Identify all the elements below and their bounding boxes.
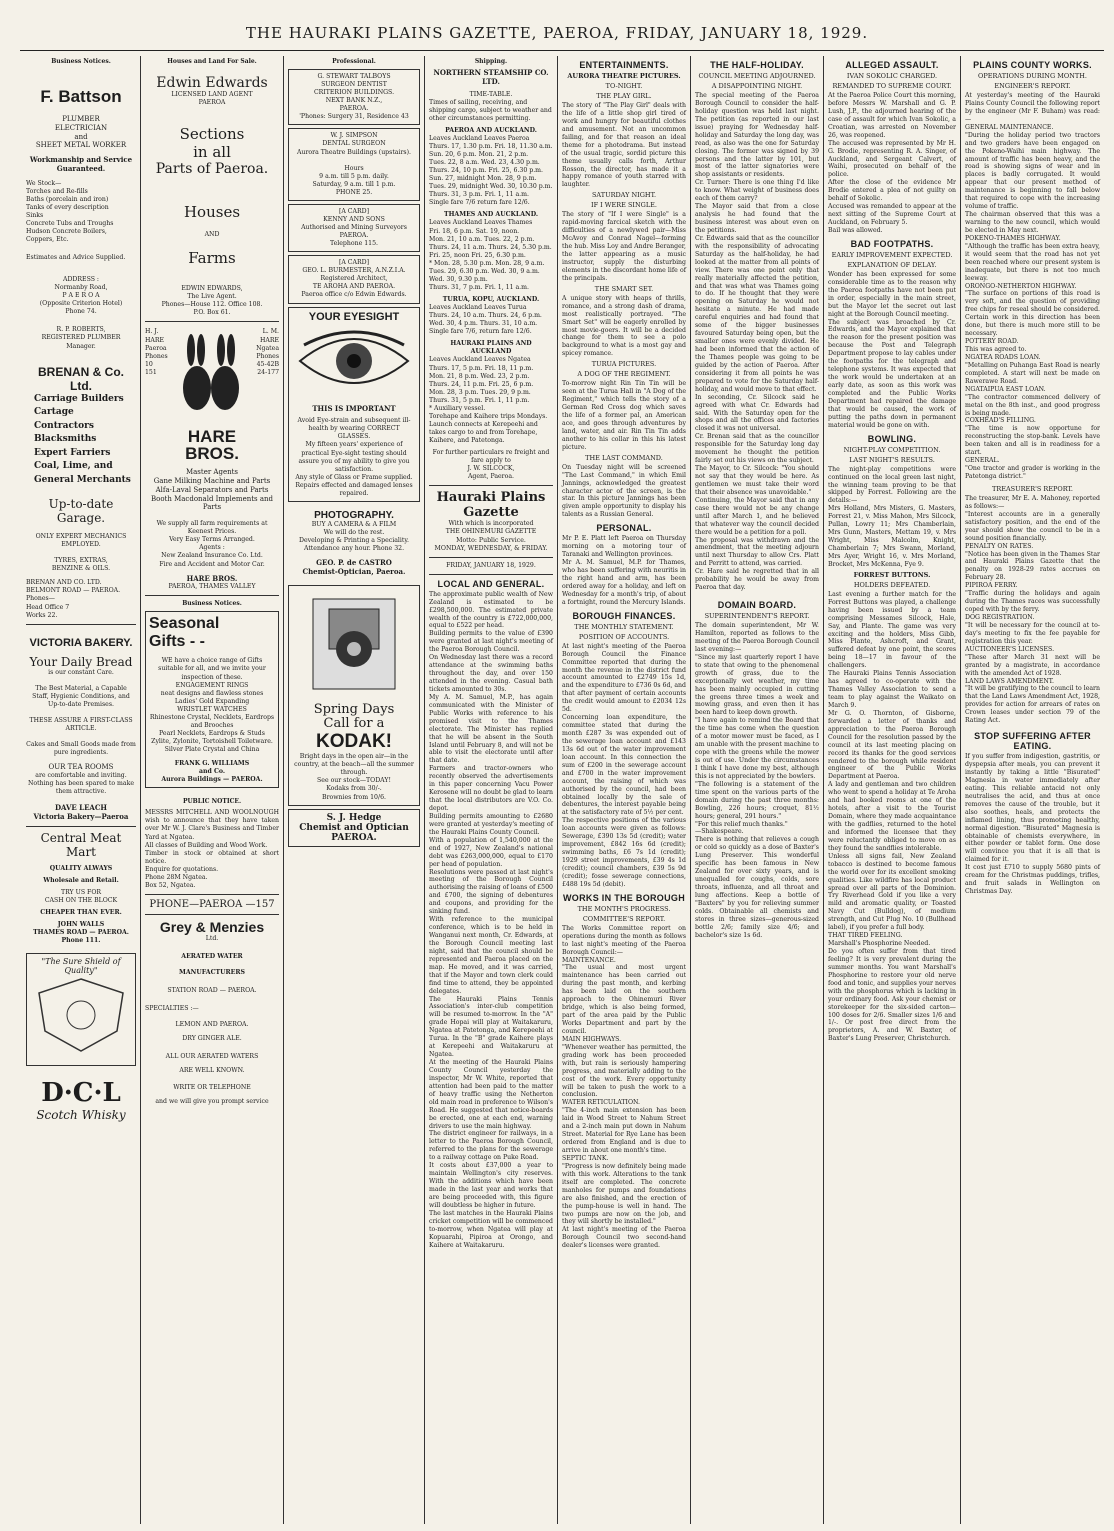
last-command-body: On Tuesday night will be screened "The Last Command," in which Emil Jannings, acknowledged the greatest character actor of the screen, is the star. In this picture Jannings has been given ample opportunity to display his talents as a Russian General. <box>562 463 686 519</box>
talboys-card: G. STEWART TALBOYS SURGEON DENTIST CRITERION BUILDINGS. NEXT BANK N.Z., PAEROA. 'Phones: Surgery 31, Residence 43 <box>288 69 420 125</box>
kodak-body: Bright days in the open air—in the country, at the beach—all the summer through. See our stock—TODAY! Kodaks from 30/-. Brownies from 10/6. <box>294 753 414 801</box>
half-holiday-body: The special meeting of the Paeroa Borough Council to consider the half-holiday question was held last night. The petition (as reported in our last issue) praying for Wednesday half-holiday and Saturday the long day, was read, as also was the one for Saturday closing. The former was signed by 39 persons and the latter by 101, but most of the latter signatories were shop assistants or residents. Cr. Turner: There is one thing I'd like to know. What weight of business does each of them carry? The Mayor said that from a close analysis he had found that the business interest was about even on the petitions. Cr. Edwards said that as the councillor with the responsibility of advocating Saturday as the half-holiday, he had looked at the matter from all points of view. There was one point only that really materially affected the petition, and that was what was Thames going to do. If he thought that they were opening on Saturday he would not hesitate a minute. He had made careful enquiries and had found that some of the bigger businesses favoured Saturday being open, but the smaller ones were evenly divided. He had been informed that the action of the Thames people was going to be guided by the action of Paeroa. After considering it from all points he was prepared to vote for the Saturday half-holiday, and would move to that effect. In seconding, Cr. Silcock said he agreed with what Cr. Edwards had said. With the Saturday open for the shops and all the offices and factories closed it was not universal. Cr. Brenan said that as the councillor responsible for the Saturday long day movement he thought the petition fairly set out his views on the subject. The Mayor, to Cr. Silcock: "You should not say that they would be here. As gentlemen we must take their word that their absence was unavoidable." Continuing, the Mayor said that in any case there would not be any change until after March 1, and he believed that whatever way the council decided there would be a petition for a poll. The proposal was withdrawn and the amendment, that the meeting adjourn until next Thursday to allow Crs. Platt and Perritt to attend, was carried. Cr. Hare said he regretted that in all probability he would be away from Paeroa that day. <box>695 92 819 592</box>
kodak-name: KODAK! <box>316 731 392 753</box>
smart-set-heading: THE SMART SET. <box>594 284 654 293</box>
dcl-whisky: Scotch Whisky <box>36 1108 126 1123</box>
half-holiday-sub: COUNCIL MEETING ADJOURNED. <box>698 72 816 80</box>
bowling-body: The night-play competitions were continued on the local green last night, the winning team proving to be that skipped by Forrest. Following are the details:— Mrs Holland, Mrs Misters, G. Masters, Forrest 21, v. Miss Mahon, Mrs Silcock, Pullan, Lowry 11; Mrs Chamberlain, Mrs Gunn, Masters, Mettam 19, v. Mrs Wright, Miss Malcolm, Knight, Chamberlain 7; Mrs Swann, Morland, Mrs Ayer, Wright 16, v. Mrs Morland, Brocket, Mrs McKenna, Fye 9. <box>828 465 956 568</box>
eyesight-important: THIS IS IMPORTANT <box>312 403 396 413</box>
section-heading: Houses and Land For Sale. <box>167 58 257 65</box>
grey-all: ALL OUR AERATED WATERS <box>165 1053 259 1061</box>
turua-pictures-heading: TURUA PICTURES. <box>591 360 657 369</box>
divider <box>145 894 279 895</box>
dcl-shield-ad <box>26 953 136 1066</box>
kodak-ad <box>288 585 420 806</box>
thames-auckland-heading: THAMES AND AUCKLAND. <box>443 211 539 219</box>
gazette-date: FRIDAY, JANUARY 18, 1929. <box>446 561 536 569</box>
camera-icon <box>299 589 409 699</box>
stop-suffering-body: If you suffer from indigestion, gastritis, or dyspepsia after meals, you can prevent it instantly by taking a little "Bisurated" Magnesia in water immediately after eating. This reliable antacid not only neutralises the acid, and thus at once removes the cause of the trouble, but it also soothes, heals, and protects the inflamed lining, thus promoting healthy, normal digestion. "Bisurated" Magnesia is obtainable of chemists everywhere, in either powder or tablet form. One dose will convince you that it is all that is claimed for it. It cost just £710 to supply 5680 pints of cream for the Christmas puddings, trifles, and fruit salads in Wellington on Christmas Day. <box>965 753 1100 896</box>
paeroa-auckland-heading: PAEROA AND AUCKLAND. <box>445 126 537 134</box>
edwards-farms: Farms <box>188 249 236 268</box>
bowling-sub: NIGHT-PLAY COMPETITION. <box>843 445 941 454</box>
grey-give: and we will give you prompt service <box>155 1097 269 1105</box>
personal-heading: PERSONAL. <box>596 523 652 534</box>
hare-footer: HARE BROS. <box>186 573 238 583</box>
bakery-slogan: Your Daily Bread <box>29 654 133 669</box>
section-heading: Business Notices. <box>51 58 111 65</box>
footpaths-body: Wonder has been expressed for some considerable time as to the reason why the Paeroa footpaths have not been put in order, especially in the main street, but the Mayor let the secret out last night at the Borough Council meeting. The subject was broached by Cr. Edwards, and the Mayor explained that the reason for the present position was because the Post and Telegraph Department propose to lay cables under the footpaths for the telegraph and telephone systems. It was expected that the work would be undertaken at an early date, as soon as this work was completed and the Public Works Department had repaired the damage that would be caused, the work of putting the paths down in permanent material would be gone on with. <box>828 270 956 429</box>
timetable-heading: TIME-TABLE. <box>469 90 513 98</box>
thames-auckland-times: Leaves Auckland Leaves Thames Fri. 18, 6 p.m. Sat. 19, noon. Mon. 21, 10 a.m. Tues. 22, 2 p.m. Thurs. 24, 11 a.m. Thurs. 24, 5.30 p.m. Fri. 25, noon Fri. 25, 6.30 p.m. * Mon. 28, 5.30 p.m. Mon. 28, 9 a.m. Tues. 29, 6.30 p.m. Wed. 30, 9 a.m. Wed. 30, 9.30 p.m. Thurs. 31, 7 p.m. Fri. 1, 11 a.m. <box>429 219 552 291</box>
battson-stock: We Stock— Torches and Re-fills Baths (porcelain and iron) Tanks of every description Sinks Concrete Tubs and Troughs Hudson Concrete Boilers, Coppers, Etc. <box>26 179 114 243</box>
grey-specialties: SPECIALTIES :— <box>145 1005 199 1013</box>
assault-sub: IVAN SOKOLIC CHARGED. <box>846 72 938 80</box>
finances-heading: BOROUGH FINANCES. <box>572 610 676 621</box>
hare-right: L. M. HARE Ngatea Phones 45-42B 24-177 <box>256 328 280 376</box>
dog-heading: A DOG OF THE REGIMENT. <box>577 370 671 379</box>
hare-logo-text: HARE BROS. <box>185 427 239 464</box>
photo-title: PHOTOGRAPHY. <box>314 509 394 521</box>
bakery-tearooms-body: are comfortable and inviting. Nothing has been spared to make them attractive. <box>27 771 135 795</box>
shipping-agent: For further particulars re freight and fare apply to J. W. SILCOCK, Agent, Paeroa. <box>432 449 550 481</box>
column-entertainments <box>558 56 690 1524</box>
dog-body: To-morrow night Rin Tin Tin will be seen at the Turua Hall in "A Dog of the Regiment," which tells the story of a German Red Cross dog which saves the life of a former pal, an American ace, and goes through adventures by land, water, and air. Rin Tin Tin adds another to his collar in this his latest picture. <box>562 380 686 451</box>
forrest-buttons-heading: FORREST BUTTONS. <box>853 570 931 579</box>
hare-header <box>145 328 279 428</box>
battson-address: ADDRESS : Normanby Road, P A E R O A (Opposite Criterion Hotel) Phone 74. <box>39 276 123 316</box>
turua-heading: TURUA, KOPU, AUCKLAND. <box>442 296 540 303</box>
kodak-spring: Spring Days Call for a <box>313 701 395 731</box>
column-county-works <box>961 56 1104 1524</box>
brenan-mechanics: ONLY EXPERT MECHANICS EMPLOYED. <box>35 533 127 549</box>
grey-aerated: AERATED WATER <box>181 953 243 960</box>
local-general-heading: LOCAL AND GENERAL. <box>437 578 545 589</box>
footpaths-heading: BAD FOOTPATHS. <box>850 238 934 249</box>
hare-body: Master Agents Gane Milking Machine and Parts Alfa-Laval Separators and Parts Booth Macdonald Implements and Parts <box>150 468 274 512</box>
hauraki-auckland-times: Leaves Auckland Leaves Ngatea Thurs. 17, 5 p.m. Fri. 18, 11 p.m. Mon. 21, 8 p.m. Wed. 23, 2 p.m. Thurs. 24, 11 p.m. Fri. 25, 6 p.m. Mon. 28, 3 p.m. Tues. 29, 9 p.m. Thurs. 31, 5 p.m. Fri. 1, 11 p.m. * Auxiliary vessel. Torehape and Kaihere trips Mondays. Launch connects at Kerepeehi and takes cargo to and from Torehape, Kaihere, and Patetonga. <box>429 356 548 445</box>
brenan-name: BRENAN & Co. Ltd. <box>38 364 124 393</box>
eyesight-ad <box>288 307 420 502</box>
works-sub: THE MONTH'S PROGRESS. <box>577 904 671 913</box>
turua-times: Leaves Auckland Leaves Turua Thurs. 24, 10 a.m. Thurs. 24, 6 p.m. Wed. 30, 4 p.m. Thurs. 31, 10 a.m. Single fare 7/6, return fare 12/6. <box>429 304 542 336</box>
photo-name: GEO. P. de CASTRO <box>316 558 392 568</box>
grey-station: STATION ROAD — PAEROA. <box>167 987 257 995</box>
column-professional <box>284 56 424 1524</box>
simpson-card: W. J. SIMPSON DENTAL SURGEON Aurora Theatre Buildings (upstairs). Hours 9 a.m. till 5 p.m. daily. Saturday, 9 a.m. till 1 p.m. PHONE 25. <box>288 128 420 201</box>
kenny-card: [A CARD] KENNY AND SONS Authorised and Mining Surveyors PAEROA. Telephone 115. <box>288 204 420 252</box>
bakery-assure: THESE ASSURE A FIRST-CLASS ARTICLE. <box>29 716 133 732</box>
grey-write: WRITE OR TELEPHONE <box>173 1083 251 1091</box>
meat-quality: QUALITY ALWAYS <box>49 864 113 872</box>
photo-role: Chemist-Optician, Paeroa. <box>302 566 406 576</box>
battson-tagline: Workmanship and Service Guaranteed. <box>29 155 133 173</box>
eyesight-title: YOUR EYESIGHT <box>308 310 400 323</box>
works-body: The Works Committee report on operations during the month as follows to last night's meeting of the Paeroa Borough Council:— MAINTENANCE. "The usual and most urgent maintenance has been carried out during the past month, and kerbing has been laid on the southern approach to the Ohinemuri River bridge, which is also being formed, part of the area paid by the Public Works Department and part by the council. MAIN HIGHWAYS. "Whenever weather has permitted, the grading work has been proceeded with, but rain is seriously hampering progress, and materially adding to the cost of the work. Every opportunity will be taken to push the work to a conclusion. WATER RETICULATION. "The 4-inch main extension has been laid in Wood Street to Nahum Street and a 2-inch main put down in Nahum Street. Material for Rye Lane has been ordered from England and is due to arrive in about one month's time. SEPTIC TANK. "Progress is now definitely being made with this work. Alterations to the tank itself are completed. The concrete manholes for pumps and foundations are also finished, and the erection of the pump-house is well in hand. The two pumps are now on the job, and they will shortly be installed." At last night's meeting of the Paeroa Borough Council two second-hand dealer's licenses were granted. <box>562 924 686 1250</box>
meat-phone: Phone 111. <box>61 937 101 944</box>
bowling-heading: BOWLING. <box>867 433 917 444</box>
meat-try: TRY US FOR CASH ON THE BLOCK <box>44 888 118 904</box>
bakery-slogan-2: is our constant Care. <box>48 668 114 676</box>
bowling-sub-2: LAST NIGHT'S RESULTS. <box>849 455 935 464</box>
footpaths-sub-2: EXPLANATION OF DELAY. <box>847 260 937 269</box>
edwards-and: AND <box>204 231 220 239</box>
bakery-cakes: Cakes and Small Goods made from pure ingredients. <box>26 741 136 757</box>
column-half-holiday <box>691 56 823 1524</box>
single-heading: IF I WERE SINGLE. <box>591 201 657 210</box>
divider <box>145 914 279 915</box>
section-heading: Professional. <box>332 58 376 65</box>
meat-cheaper: CHEAPER THAN EVER. <box>40 908 122 916</box>
column-assault <box>824 56 960 1524</box>
personal-body: Mr P. E. Platt left Paeroa on Thursday morning on a motoring tour of Taranaki and Wellington provinces. Mr A. M. Samuel, M.P. for Thames, who has been suffering with neuritis in the right hand and arm, has been ordered away for a holiday, and left on Wednesday for a month's trip, of about a fortnight, round the Mercury Islands. <box>562 535 686 606</box>
eyesight-body: Avoid Eye-strain and subsequent ill-health by wearing CORRECT GLASSES. My fifteen years' experience of practical Eye-sight testing should assure you of my ability to give you satisfaction. Any style of Glass or Frame supplied. Repairs effected and damaged lenses repaired. <box>295 417 413 497</box>
treasurer-heading: TREASURER'S REPORT. <box>991 484 1073 493</box>
forrest-buttons-sub: HOLDERS DEFEATED. <box>853 580 931 589</box>
bakery-owner-address: Victoria Bakery—Paeroa <box>33 811 129 821</box>
column-shipping <box>425 56 557 1524</box>
domain-board-body: The domain superintendent, Mr W. Hamilton, reported as follows to the meeting of the Paeroa Borough Council last evening:— "Since my last quarterly report I have to state that owing to the phenomenal growth of grass, due to the exceptionally wet weather, my time has been mainly occupied in cutting the greens three times a week and mowing grass, and even then it has been hard to keep down growth. "I have again to remind the Board that the time has come when the question of a motor mower must be faced, as I am unable with the present machine to cope with the greens while the mower is out of use. Under the circumstances I think I have done my best, although this is not appreciated by the bowlers. "The following is a statement of the time spent on the various parts of the domain during the past three months: Bowling, 226 hours; croquet, 81½ hours; general, 291 hours." "For this relief much thanks." —Shakespeare. There is nothing that relieves a cough or cold so quickly as a dose of Baxter's Lung Preserver. This wonderful specific has been famous in New Zealand for over sixty years, and is unequalled for coughs, colds, sore throats, influenza, and all throat and lung affections. Keep a bottle of "Baxters" by you for relieving summer colds. Obtainable all chemists and stores in three sizes—generous-sized bottle 2/6; family size 4/6; and bachelor's size 1s 6d. <box>695 622 819 939</box>
edwards-houses: Houses <box>183 203 241 222</box>
saturday-heading: SATURDAY NIGHT. <box>591 191 657 200</box>
hare-footer-2: PAEROA, THAMES VALLEY <box>168 583 256 591</box>
edwards-footer: EDWIN EDWARDS, The Live Agent. Phones—House 112. Office 108. P.O. Box 61. <box>161 285 263 317</box>
grey-well: ARE WELL KNOWN. <box>179 1067 245 1075</box>
battson-name: F. Battson <box>40 87 122 106</box>
brenan-services: Carriage Builders Cartage Contractors Blacksmiths Expert Farriers Coal, Lime, and General Merchants <box>34 393 131 485</box>
section-heading: Business Notices. <box>182 600 242 608</box>
hare-rabbits-logo-icon <box>171 328 250 428</box>
bakery-body: The Best Material, a Capable Staff, Hygienic Conditions, and Up-to-date Premises. <box>32 684 130 708</box>
bakery-name: VICTORIA BAKERY. <box>29 636 133 649</box>
aurora-heading: AURORA THEATRE PICTURES. <box>567 72 681 80</box>
play-girl-body: The story of "The Play Girl" deals with the life of a little shop girl tired of work and hungry for beautiful clothes and amusement. Not an uncommon failing, and for that reason an ideal theme for a photodrama. But instead of the usual tragic, sordid picture this theme usually calls forth, Arthur Rosson, the director, has made it a happy romance of youth starred with laughter. <box>562 102 686 189</box>
column-business-notices <box>22 56 140 1524</box>
divider <box>145 321 279 322</box>
meat-name: Central Meat Mart <box>40 830 122 859</box>
burmester-card: [A CARD] GEO. L. BURMESTER, A.N.Z.I.A. Registered Architect, TE AROHA AND PAEROA. Paeroa office c/o Edwin Edwards. <box>288 255 420 303</box>
edwards-role: LICENSED LAND AGENT PAEROA <box>171 91 253 107</box>
county-works-body: At yesterday's meeting of the Hauraki Plains County Council the following report by the engineer (Mr F. Buham) was read:— GENERAL MAINTENANCE. "During the holiday period two tractors and two graders have been engaged on the Pokeno-Waihi main highway. The amount of traffic has been heavy, and the road is showing signs of wear and in places is badly corrugated. It would appear that our present method of maintenance is beginning to fall below that required to cope with the increasing volume of traffic. The chairman observed that this was a warning to the new council, which would be elected in May next. POKENO-THAMES HIGHWAY. "Although the traffic has been extra heavy, it would seem that the road has not yet been reached where our present system is inadequate, but there is not too much leeway. ORONGO-NETHERTON HIGHWAY. "The surface on portions of this road is very soft, and the question of providing free chips for reseal should be considered. Certain work in this direction has been done, but there is much more still to be necessary. POTTERY ROAD. This was agreed to. NGATEA ROADS LOAN. "Metalling on Puhanga East Road is nearly completed. A start will next be made on Rawerawe Road. NGATAIPUA EAST LOAN. "The contractor commenced delivery of metal on the 8th inst., and good progress is being made. COXHEAD'S FILLING. "The time is now opportune for reconstructing the stop-bank. Levels have been taken and all is in readiness for a start. GENERAL. "One tractor and grader is working in the Patetonga district." <box>965 92 1100 480</box>
seasonal-gifts-ad <box>145 611 279 788</box>
shield-emblem-icon <box>31 975 131 1055</box>
gazette-subhead: With which is incorporated THE OHINEMURI GAZETTE Motto: Public Service. MONDAY, WEDNESDAY, & FRIDAY. <box>434 520 548 552</box>
masthead: THE HAURAKI PLAINS GAZETTE, PAEROA, FRIDAY, JANUARY 18, 1929. <box>245 24 869 42</box>
forrest-buttons-body: Last evening a further match for the Forrest Buttons was played, a challenge having been issued by a team comprising Messames Silcock, Hale, Say, and Plante. The game was very exciting and the holders, Miss Gibb, Miss Plante, Ashcroft, and Grant, suffered defeat by one point, the scores being 18—17 in favour of the challengers. The Hauraki Plains Tennis Association has agreed to co-operate with the Thames Valley Association to send a team to play against the Waikato on March 9. Mr G. O. Thornton, of Gisborne, forwarded a letter of thanks and appreciation to the Paeroa Borough Council for the resolution passed by the council at its last meeting placing on record its thanks for the good services rendered to the borough while resident engineer of the Public Works Department at Paeroa. A lady and gentleman and two children who went to spend a holiday at Te Aroha and had booked rooms at one of the hotels, after a visit to the Tourist Domain, where they made acquaintance with the gadflies, returned to the hotel and informed the licensee that they were reluctantly obliged to move on as they found the sandflies intolerable. Unless all signs fail, New Zealand tobacco is destined to become famous the world over for its excellent smoking qualities. Like wildfire has local product spread over all parts of the Dominion. Try Riverhead Gold if you like a very mild and aromatic quality, or Toasted Navy Cut (Bulldog), of medium strength, and Cut Plug No. 10 (Bullhead label), if you prefer a full body. THAT TIRED FEELING. Marshall's Phosphorine Needed. Do you often suffer from that tired feeling? It is very prevalent during the summer months. You want Marshall's Phosphorine to restore your old nerve food and tonic, and supplies your nerves with the phosphorus which is lacking in your ordinary food. Ask your chemist or storekeeper for the six-sided carton—100 doses for 2/6. Smaller sizes 1/6 and 1/-. Or post free direct from the proprietors, A. and W. Baxter, of Baxter's Lung Preserver, Christchurch. <box>828 590 956 1043</box>
works-heading: WORKS IN THE BOROUGH <box>563 892 685 903</box>
seasonal-body: WE have a choice range of Gifts suitable for all, and we invite your inspection of these. ENGAGEMENT RINGS neat designs and flawless stones Ladies' Gold Expanding WRISTLET WATCHES Rhinestone Crystal, Necklets, Eardrops and Brooches Pearl Necklets, Eardrops & Studs Zylite, Zylonite, Tortoishell Toiletware. Silver Plate Crystal and China <box>149 657 275 754</box>
brenan-tyres: TYRES, EXTRAS, BENZINE & OILS. <box>51 557 111 573</box>
section-heading: Shipping. <box>474 58 508 65</box>
hedge-ad: S. J. Hedge Chemist and Optician PAEROA. <box>288 809 420 847</box>
assault-heading: ALLEGED ASSAULT. <box>845 60 939 70</box>
edwards-in-all: in all <box>193 143 231 162</box>
stop-suffering-heading: STOP SUFFERING AFTER EATING. <box>974 731 1091 752</box>
grey-name: Grey & Menzies <box>159 918 265 935</box>
seasonal-title: Seasonal Gifts - - <box>149 615 220 651</box>
domain-board-sub: SUPERINTENDENT'S REPORT. <box>704 612 810 621</box>
hare-left: H. J. HARE Paeroa Phones 10 151 <box>145 328 168 376</box>
half-holiday-heading: THE HALF-HOLIDAY. <box>710 60 804 70</box>
mitchell-notice: MESSRS MITCHELL AND WOOLNOUGH wish to announce that they have taken over Mr W. J. Clare's Business and Timber Yard at Ngatea. All classes of Building and Wood Work. Timber in stock or obtained at short notice. Enquire for quotations. Phone 28M Ngatea. Box 52, Ngatea. <box>145 809 279 889</box>
finances-body: At last night's meeting of the Paeroa Borough Council the Finance Committee reported that during the month the revenue in the district fund account amounted to £2749 15s 1d, and the expenditure to £736 0s 6d, and that after payment of certain accounts the credit would amount to £2034 12s 5d. Concerning loan expenditure, the committee stated that during the month £287 3s was expended out of the sewerage loan account and £143 13s 6d out of the water improvement loan account. In this connection the sum of £200 in the sewerage account and £700 in the water improvement account, the raising of which was authorised by the council, had been obtained locally by the sale of debentures, the interest payable being at the satisfactory rate of 5½ per cent. The respective positions of the various loan accounts were given as follows: Sewerage, £390 13s 5d (credit); water improvement, £842 16s 6d (credit); swimming baths, £6 7s 1d (credit); 1929 street improvements, £39 4s 1d (credit); council chambers, £39 5s 9d (credit); fosse sewerage connections, £488 19s 5d (debit). <box>562 642 686 888</box>
divider <box>429 574 553 575</box>
domain-board-heading: DOMAIN BOARD. <box>717 600 797 611</box>
entertainments-heading: ENTERTAINMENTS. <box>579 60 669 70</box>
grey-ginger: DRY GINGER ALE. <box>182 1035 242 1043</box>
tonight-heading: TO-NIGHT. <box>605 82 643 90</box>
meat-wholesale: Wholesale and Retail. <box>43 876 119 884</box>
divider <box>26 826 136 827</box>
masthead-rule <box>20 50 1104 51</box>
brenan-garage: Up-to-date Garage. <box>48 497 114 526</box>
battson-trade: PLUMBER ELECTRICIAN and SHEET METAL WORKER <box>35 115 127 150</box>
meat-address: THAMES ROAD — PAEROA. <box>33 928 129 936</box>
county-works-sub-2: ENGINEER'S REPORT. <box>994 82 1071 90</box>
assault-sub-2: REMANDED TO SUPREME COURT. <box>832 82 952 90</box>
edwards-name: Edwin Edwards <box>156 75 268 91</box>
dcl-logo: D·C·L <box>41 1078 121 1109</box>
public-notice-heading: PUBLIC NOTICE. <box>182 798 242 806</box>
county-works-sub: OPERATIONS DURING MONTH. <box>978 72 1087 80</box>
divider <box>429 557 553 558</box>
bakery-tearooms: OUR TEA ROOMS <box>48 763 114 772</box>
finances-position: POSITION OF ACCOUNTS. <box>578 632 670 641</box>
brenan-footer: BRENAN AND CO. LTD. BELMONT ROAD — PAEROA. Phones— Head Office 7 Works 22. <box>26 579 121 619</box>
seasonal-footer: FRANK G. WILLIAMS and Co. Aurora Buildings — PAEROA. <box>161 760 263 784</box>
divider <box>145 595 279 596</box>
footpaths-sub: EARLY IMPROVEMENT EXPECTED. <box>831 250 953 259</box>
hare-stock: We supply all farm requirements at Keenest Prices. Very Easy Terms Arranged. Agents : New Zealand Insurance Co. Ltd. Fire and Accident and Motor Car. <box>156 520 268 568</box>
battson-estimates: Estimates and Advice Supplied. <box>26 254 126 261</box>
photo-body: BUY A CAMERA & A FILM We will do the rest. Developing & Printing a Speciality. Attendance any hour. Phone 32. <box>298 520 409 553</box>
meat-owner: JOHN WALLS <box>57 920 105 928</box>
half-holiday-sub-2: A DISAPPOINTING NIGHT. <box>711 82 803 90</box>
hauraki-auckland-heading: HAURAKI PLAINS AND AUCKLAND <box>450 340 532 356</box>
divider <box>429 485 553 486</box>
assault-body: At the Paeroa Police Court this morning, before Messrs W. Marshall and G. P. Lush, J.P., the adjourned hearing of the case of assault for which Ivan Sokolic, a Croatian, was arrested on November 26, was reopened. The accused was represented by Mr H. G. Brodie, representing R. A. Singer, of Auckland, and Sergeant Calvert, of Waihi, prosecuted on behalf of the police. After the close of the evidence Mr Brodie entered a plea of not guilty on behalf of Sokolic. Accused was remanded to appear at the next sitting of the Supreme Court at Auckland, on February 5. Bail was allowed. <box>828 92 956 234</box>
eye-icon <box>294 323 414 397</box>
edwards-parts: Parts of Paeroa. <box>155 161 269 178</box>
smart-set-body: A unique story with heaps of thrills, romance, and a strong dash of drama, most realistically portrayed. "The Smart Set" will be eagerly enrolled by most movie-goers. It will be a decided change for them to see a polo background to what is a most gay and spicey romance. <box>562 294 686 358</box>
battson-manager: R. P. ROBERTS, REGISTERED PLUMBER Manager. <box>41 326 121 350</box>
gazette-nameplate: Hauraki Plains Gazette <box>436 490 546 521</box>
play-girl-heading: THE PLAY GIRL. <box>596 92 652 100</box>
paeroa-auckland-times: Leaves Auckland Leaves Paeroa Thurs. 17, 1.30 p.m. Fri. 18, 11.30 a.m. Sun. 20, 6 p.m. Mon. 21, 2 p.m. Tues. 22, 8 a.m. Wed. 23, 4.30 p.m. Thurs. 24, 10 p.m. Fri. 25, 6.30 p.m. Sun. 27, midnight Mon. 28, 9 p.m. Tues. 29, midnight Wed. 30, 10.30 p.m. Thurs. 31, 3 p.m. Fri. 1, 11 a.m. Single fare 7/6 return fare 12/6. <box>429 134 553 207</box>
divider <box>26 624 136 625</box>
grey-ltd: Ltd. <box>205 934 219 942</box>
single-body: The story of "If I were Single" is a rapid-moving farcical sketch with the difficulties of a newlywed pair—Miss McAvoy and Conrad Nagel—forming the hub. Miss Loy and Andre Beranger, the latter appearing as a music instructor, supply the disturbing elements in the discordant home life of the principals. <box>562 211 686 282</box>
steamship-name: NORTHERN STEAMSHIP CO. LTD. <box>433 68 549 86</box>
grey-manufacturers: MANUFACTURERS <box>179 969 245 977</box>
treasurer-body: The treasurer, Mr E. A. Mahoney, reported as follows:— "Interest accounts are in a generally satisfactory position, and the end of the year should show the council to be in a sound position financially. PENALTY ON RATES. "Notice has been given in the Thames Star and Hauraki Plains Gazette that the penalty on 1928-29 rates accrues on February 28. PIPIROA FERRY. "Traffic during the holidays and again during the Thames races was successfully coped with by the ferry. DOG REGISTRATION. "It will be necessary for the council at to-day's meeting to fix the fee payable for registration this year. AUCTIONEER'S LICENSES. "These after March 31 next will be granted by a magistrate, in accordance with the amended Act of 1928. LAND LAWS AMENDMENT. "It will be gratifying to the council to learn that the Land Laws Amendment Act, 1928, provides for action for arrears of rates on Crown leases under section 79 of the Rating Act. <box>965 494 1100 725</box>
bakery-owner: DAVE LEACH <box>54 803 108 813</box>
column-houses-land <box>141 56 283 1524</box>
shield-slogan: "The Sure Shield of Quality" <box>41 957 121 976</box>
works-committee: COMMITTEE'S REPORT. <box>582 914 666 923</box>
local-general-body: The approximate public wealth of New Zealand is estimated to be £298,500,000. The estimated private wealth of the country is £722,000,000, equal to £522 per head. Building permits to the value of £390 were granted at last night's meeting of the Paeroa Borough Council. On Wednesday last there was a record attendance at the swimming baths throughout the day, and over 150 attended in the evening. Casual bath tickets amounted to 30s. My A. M. Samuel, M.P., has again communicated with the Minister of Public Works with reference to his promised visit to the Thames electorate. The Minister has replied that he will be absent in the South Island until February 8, and will not be able to visit the electorate until after that date. Farmers and tractor-owners who recently observed the advertisements in this paper concerning Vacu Power Kerosene will no doubt be glad to learn that the local distributors are V.O. Co. depot. Building permits amounting to £2680 were granted at yesterday's meeting of the Hauraki Plains County Council. With a population of 1,540,000 at the end of 1927, New Zealand's national debt was £263,000,000, equal to £170 per head of population. Resolutions were passed at last night's meeting of the Borough Council authorising the raising of loans of £500 and £700, the signing of debentures and coupons, and providing for the sinking fund. With reference to the municipal conference, which is to be held in Wanganui next month, Cr. Edwards, at the Borough Council meeting last night, said that the council should be represented and Paeroa placed on the map. He moved, and it was carried, that if the Mayor and town clerk could find time to attend, they be appointed delegates. The Hauraki Plains Tennis Association's inter-club competition will be resumed to-morrow. In the "A" grade Hopai will play at Waitakaruru, Ngatea at Patetonga, and Kerepeehi at Turua. In the "B" grade Kaihere plays at Kerepeehi and Waitakaruru at Ngatea. At the meeting of the Hauraki Plains County Council yesterday the inspector, Mr W. White, reported that attention had been paid to the matter of heavy traffic using the Netherton old main road in preference to Wilson's Road. He suggested that notice-boards be erected, one at each end, warning drivers to use the main highway. The district engineer for railways, in a letter to the Paeroa Borough Council, referred to the plans for the sewerage to a railway cottage on Puke Road. It costs about £37,000 a year to maintain Wellington's city reserves. With the additions which have been made in the last year and works that are being proceeded with, this figure will doubtless be higher in future. The last matches in the Hauraki Plains cricket competition will be commenced to-morrow, when Ngatea will play at Kopuarahi, Pipiroa at Orongo, and Kaihere at Waitakaruru. <box>429 590 553 1249</box>
last-command-heading: THE LAST COMMAND. <box>585 453 663 462</box>
grey-phone: PHONE—PAEROA —157 <box>149 898 275 910</box>
grey-lemon: LEMON AND PAEROA. <box>175 1021 249 1029</box>
finances-sub: THE MONTHLY STATEMENT. <box>574 622 674 631</box>
edwards-sections: Sections <box>179 125 245 144</box>
timetable-note: Times of sailing, receiving, and shipping cargo, subject to weather and other circumstances permitting. <box>429 98 552 122</box>
county-works-heading: PLAINS COUNTY WORKS. <box>973 60 1092 70</box>
